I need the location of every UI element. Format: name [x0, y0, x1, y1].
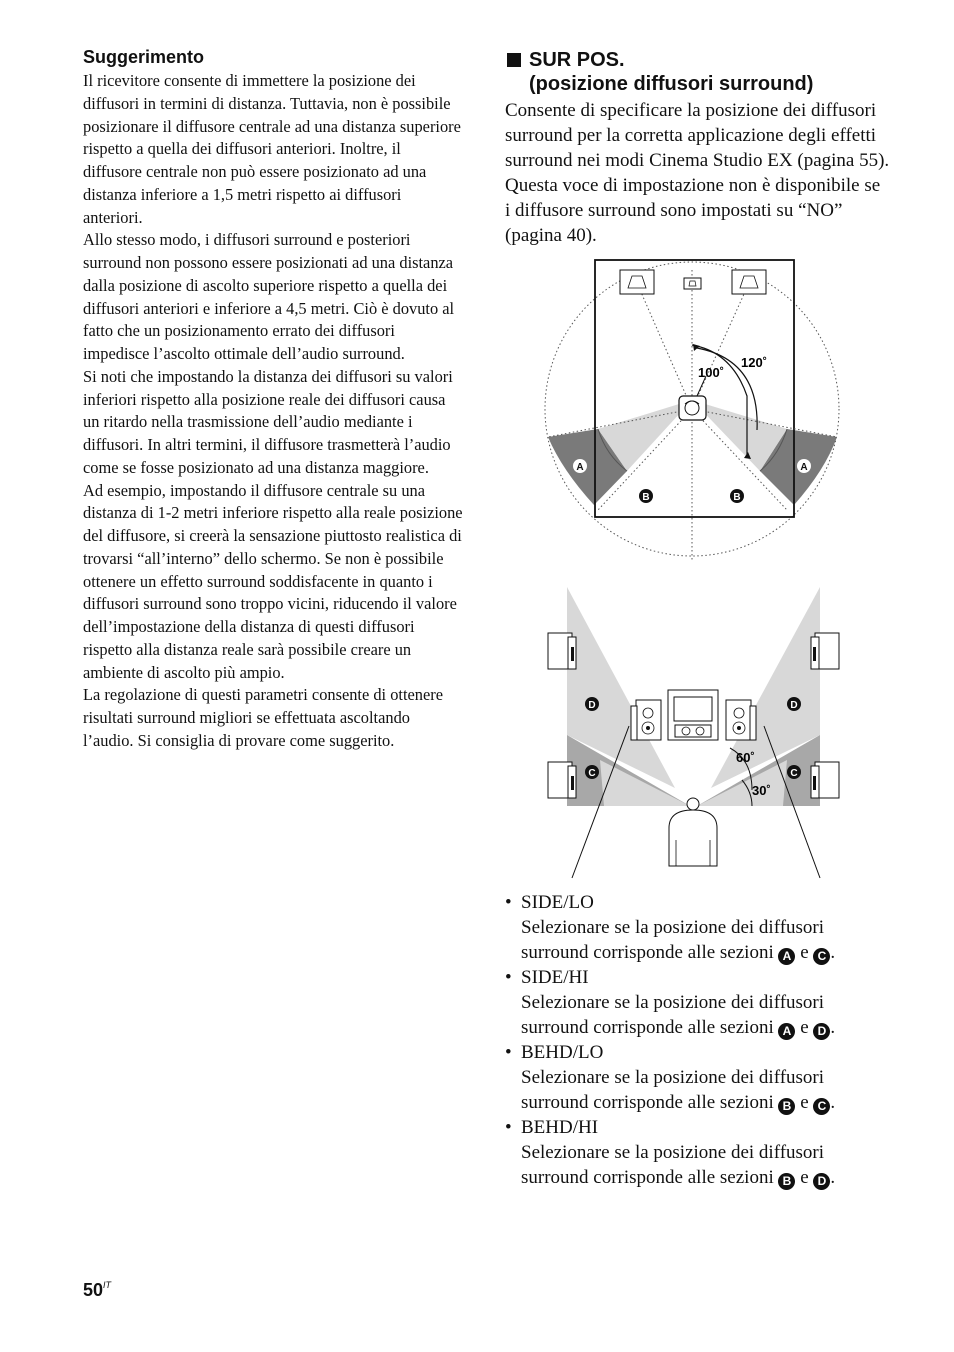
- surround-left-low-speaker-icon: [548, 762, 576, 798]
- tip-paragraph: Si noti che impostando la distanza dei diffusori su valori inferiori rispetto alla posizione reale dei diffusori causa un ritardo nella trasmissione dell’audio mediante i diffusori. In altri termini, il diffusore trasmetterà l’audio come se fosse posizionato ad una distanza maggiore.: [83, 366, 453, 477]
- tv-set-icon: [668, 690, 718, 740]
- option-description: Selezionare se la posizione dei diffusori surround corrisponde alle sezioni: [521, 992, 825, 1038]
- sur-pos-section: [505, 48, 890, 248]
- section-heading: [505, 48, 890, 96]
- side-view-diagram: [548, 587, 839, 878]
- section-title: SUR POS.: [529, 49, 625, 71]
- center-speaker-icon: [684, 278, 701, 289]
- zone-d-left-badge: [585, 697, 599, 711]
- listener-seated-icon: [669, 798, 717, 866]
- page-language-suffix: IT: [103, 1280, 112, 1290]
- option-item: • BEHD/HI Selezionare se la posizione dei diffusori surround corrisponde alle sezioni B e D .: [505, 1117, 836, 1188]
- zone-c-left-badge: [585, 765, 599, 779]
- angle-label-100: 100˚: [698, 365, 725, 380]
- svg-text:D: D: [588, 700, 596, 711]
- angle-label-30: 30˚: [752, 783, 771, 798]
- zone-d-right-badge: [787, 697, 801, 711]
- option-description: Selezionare se la posizione dei diffusori surround corrisponde alle sezioni: [521, 1142, 825, 1188]
- front-left-speaker-icon: [620, 270, 654, 294]
- option-item: • BEHD/LO Selezionare se la posizione dei diffusori surround corrisponde alle sezioni B e C .: [505, 1042, 836, 1113]
- zone-badge: A: [778, 948, 795, 965]
- option-item: • SIDE/HI Selezionare se la posizione dei diffusori surround corrisponde alle sezioni A e D .: [505, 967, 836, 1038]
- zone-badge: C: [813, 948, 830, 965]
- svg-text:A: A: [800, 462, 808, 473]
- svg-text:A: A: [576, 462, 584, 473]
- tip-box: [83, 46, 463, 753]
- zone-b-right-badge: [730, 489, 744, 503]
- option-item: • SIDE/LO Selezionare se la posizione dei diffusori surround corrisponde alle sezioni A e C .: [505, 892, 836, 963]
- zone-badge: D: [813, 1173, 830, 1190]
- angle-label-60: 60˚: [736, 750, 755, 765]
- zone-a-left-badge: [573, 459, 587, 473]
- front-right-speaker-icon: [732, 270, 766, 294]
- zone-b-left-badge: [639, 489, 653, 503]
- square-bullet-icon: [507, 53, 521, 67]
- zone-badge: D: [813, 1023, 830, 1040]
- zone-c-right-badge: [787, 765, 801, 779]
- top-view-diagram: [545, 260, 839, 560]
- angle-label-120: 120˚: [741, 355, 768, 370]
- zone-badge: A: [778, 1023, 795, 1040]
- option-description: Selezionare se la posizione dei diffusori surround corrisponde alle sezioni: [521, 917, 825, 963]
- svg-text:B: B: [733, 492, 741, 503]
- speaker-position-diagram: [540, 255, 850, 880]
- svg-text:C: C: [790, 768, 798, 779]
- tip-paragraph: Ad esempio, impostando il diffusore centrale su una distanza di 1-2 metri inferiore rispetto alla reale posizione del diffusore, si creerà la sensazione piuttosto realistica di trovarsi “all’interno” dello schermo. Se non è possibile ottenere un effetto surround soddisfacente in quanto i diffusori surround sono troppo vicini, riducendo il valore dell’impostazione della distanza di questi diffusori rispetto alla distanza reale sarà possibile creare un ambiente di ascolto più ampio.: [83, 480, 463, 682]
- zone-badge: B: [778, 1098, 795, 1115]
- surround-left-high-speaker-icon: [548, 633, 576, 669]
- tip-paragraph: Allo stesso modo, i diffusori surround e posteriori surround non possono essere posizionati ad una distanza dalla posizione di ascolto superiore rispetto a quella dei diffusori anteriori e inferiore a 4,5 metri. Ciò è dovuto al fatto che un posizionamento errato dei diffusori impedisce l’ascolto ottimale dell’audio surround.: [83, 230, 455, 363]
- svg-text:B: B: [642, 492, 650, 503]
- tip-paragraph: La regolazione di questi parametri consente di ottenere risultati surround migliori se effettuata ascoltando l’audio. Si consiglia di provare come suggerito.: [83, 685, 443, 750]
- section-subtitle: (posizione diffusori surround): [529, 73, 814, 95]
- zone-badge: B: [778, 1173, 795, 1190]
- page-number: $50^{IT}$: [83, 1280, 112, 1300]
- tip-heading: Suggerimento: [83, 47, 205, 67]
- zone-badge: C: [813, 1098, 830, 1115]
- svg-text:C: C: [588, 768, 596, 779]
- option-name: SIDE/HI: [521, 967, 589, 988]
- room-outline: [595, 260, 794, 517]
- zone-a-right-badge: [797, 459, 811, 473]
- option-name: BEHD/LO: [521, 1042, 604, 1063]
- front-left-speaker-side-icon: [631, 700, 661, 740]
- section-body: Consente di specificare la posizione dei diffusori surround per la corretta applicazione degli effetti surround nei modi Cinema Studio EX (pagina 55). Questa voce di impostazione non è disponibile se i diffusore surround sono impostati su “NO” (pagina 40).: [505, 100, 890, 246]
- surround-right-low-speaker-icon: [811, 762, 839, 798]
- front-right-speaker-side-icon: [726, 700, 756, 740]
- option-name: SIDE/LO: [521, 892, 594, 913]
- option-description: Selezionare se la posizione dei diffusori surround corrisponde alle sezioni: [521, 1067, 825, 1113]
- surround-right-high-speaker-icon: [811, 633, 839, 669]
- option-name: BEHD/HI: [521, 1117, 599, 1138]
- svg-text:D: D: [790, 700, 798, 711]
- tip-paragraph: Il ricevitore consente di immettere la posizione dei diffusori in termini di distanza. Tuttavia, non è possibile posizionare il diffusore centrale ad una distanza superiore rispetto a quella dei diffusori anteriori. Inoltre, il diffusore centrale non può essere posizionato ad una distanza inferiore a 1,5 metri rispetto ai diffusori anteriori.: [83, 71, 461, 227]
- options-list: [505, 890, 895, 1190]
- listener-chair-icon: [679, 396, 706, 420]
